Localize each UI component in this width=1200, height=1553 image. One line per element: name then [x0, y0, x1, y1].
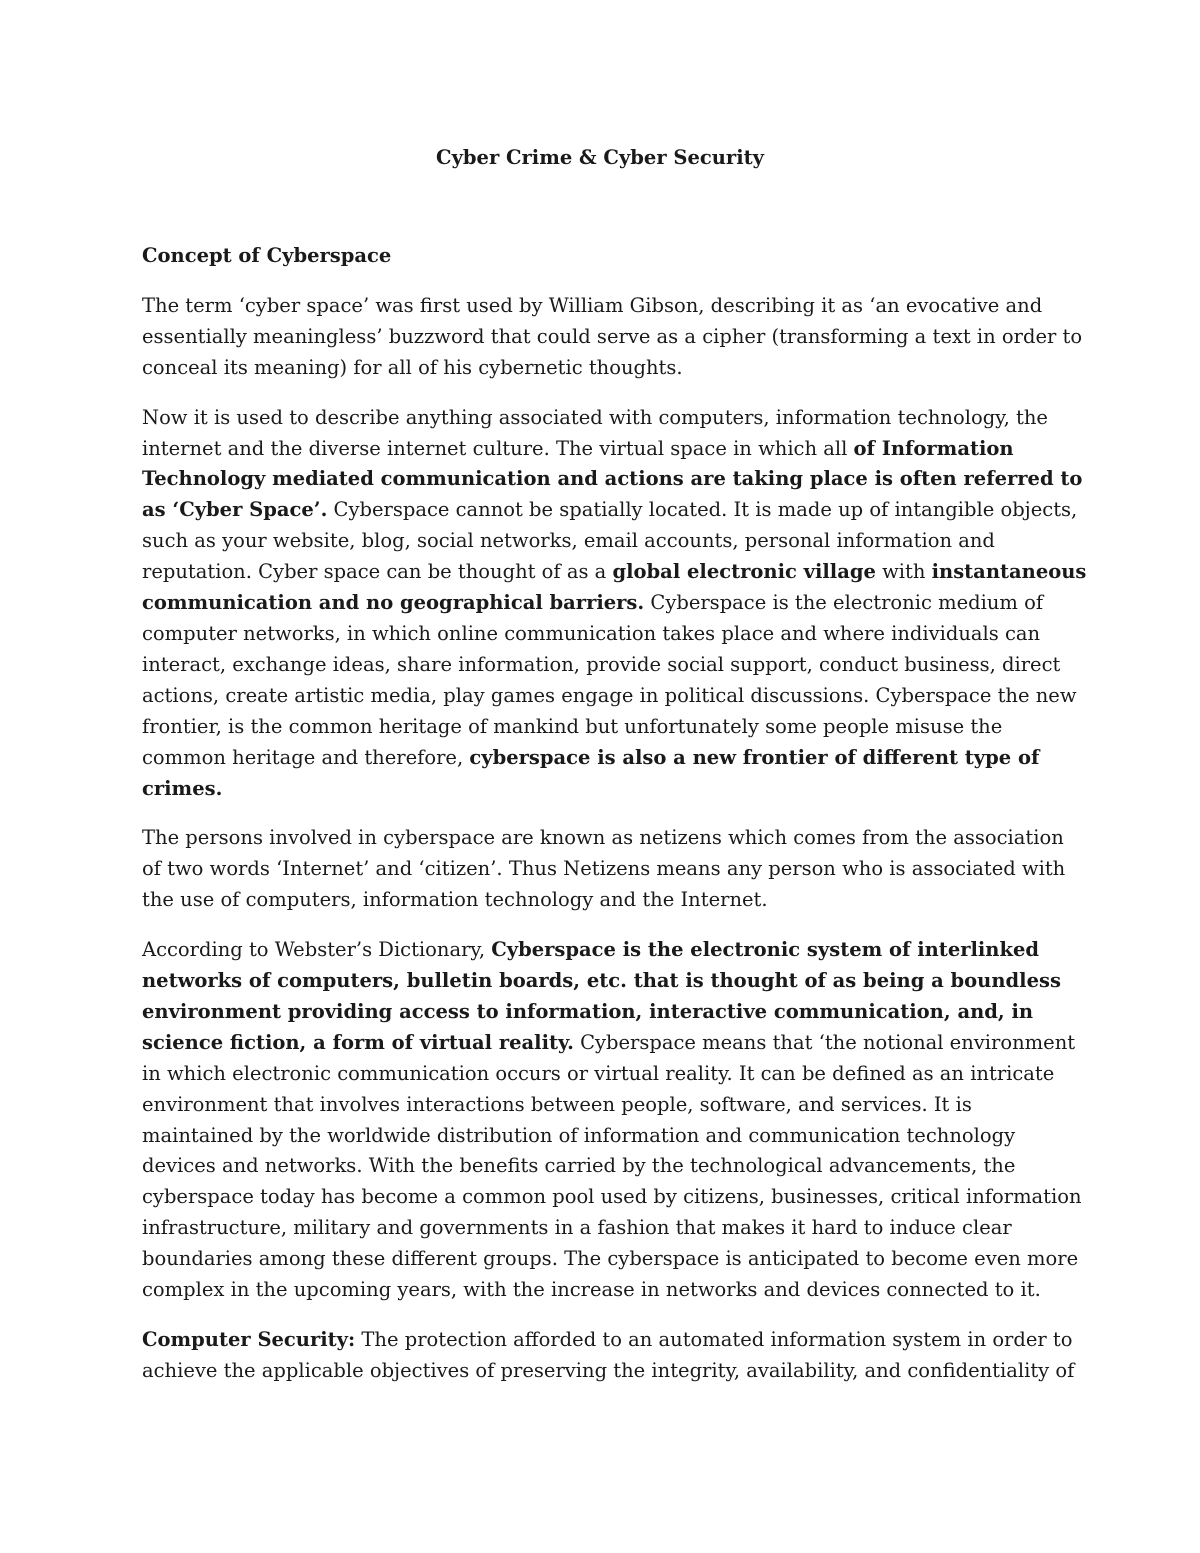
text-run: with — [875, 560, 932, 584]
text-run: Cyberspace means that ‘the notional environment in which electronic communication occurs or virtual reality. It can be defined as an intricate environment that involves interactions between people, software, and services. It is maintained by the worldwide distribution of information and communication technology devices and networks. With the benefits carried by the technological advancements, the cyberspace today has become a common pool used by citizens, businesses, critical information infrastructure, military and governments in a fashion that makes it hard to induce clear boundaries among these different groups. The cyberspace is anticipated to become even more complex in the upcoming years, with the increase in networks and devices connected to it. — [142, 1030, 1082, 1302]
paragraph-netizens: The persons involved in cyberspace are known as netizens which comes from the association of two words ‘Internet’ and ‘citizen’. Thus Netizens means any person who is associated with the use of computers, information technology and the Internet. — [142, 826, 1066, 912]
document-body — [142, 241, 1088, 1406]
section-heading: Concept of Cyberspace — [142, 244, 392, 267]
document-title: Cyber Crime & Cyber Security — [436, 146, 764, 169]
paragraph-webster-definition — [142, 935, 1088, 1306]
text-run: The protection afforded to an automated information system in order to achieve the applicable objectives of preserving the integrity, availability, and confidentiality of — [142, 1328, 1075, 1382]
text-run: Cyberspace cannot be spatially located. It is made up of intangible objects, such as your website, blog, social networks, email accounts, personal information and reputation. Cyber space can be thought of as a — [142, 498, 1078, 584]
text-run: Now it is used to describe anything associated with computers, information technology, the internet and the diverse internet culture. The virtual space in which all — [142, 405, 1048, 460]
bold-run: global electronic village — [612, 560, 876, 584]
bold-run: cyberspace is also a new frontier of different type of crimes. — [142, 745, 1040, 800]
paragraph-cyberspace-description — [142, 403, 1088, 805]
bold-run: Computer Security: — [142, 1328, 356, 1351]
paragraph-origin-of-term: The term ‘cyber space’ was first used by William Gibson, describing it as ‘an evocative and essentially meaningless’ buzzword that could serve as a cipher (transforming a text in order to conceal its meaning) for all of his cybernetic thoughts. — [142, 293, 1083, 379]
bold-run: instantaneous communication and no geographical barriers. — [142, 560, 1087, 615]
paragraph-computer-security — [142, 1325, 1088, 1387]
text-run: Cyberspace is the electronic medium of computer networks, in which online communication takes place and where individuals can interact, exchange ideas, share information, provide social support, conduct business, direct actions, create artistic media, play games engage in political discussions. Cyberspace the new frontier, is the common heritage of mankind but unfortunately some people misuse the common heritage and therefore, — [142, 591, 1077, 769]
bold-run: of Information Technology mediated communication and actions are taking place is often referred to as ‘Cyber Space’. — [142, 436, 1083, 522]
bold-run: Cyberspace is the electronic system of interlinked networks of computers, bulletin boards, etc. that is thought of as being a boundless environment providing access to information, interactive communication, and, in science fiction, a form of virtual reality. — [142, 938, 1061, 1054]
text-run: According to Webster’s Dictionary, — [142, 938, 492, 962]
